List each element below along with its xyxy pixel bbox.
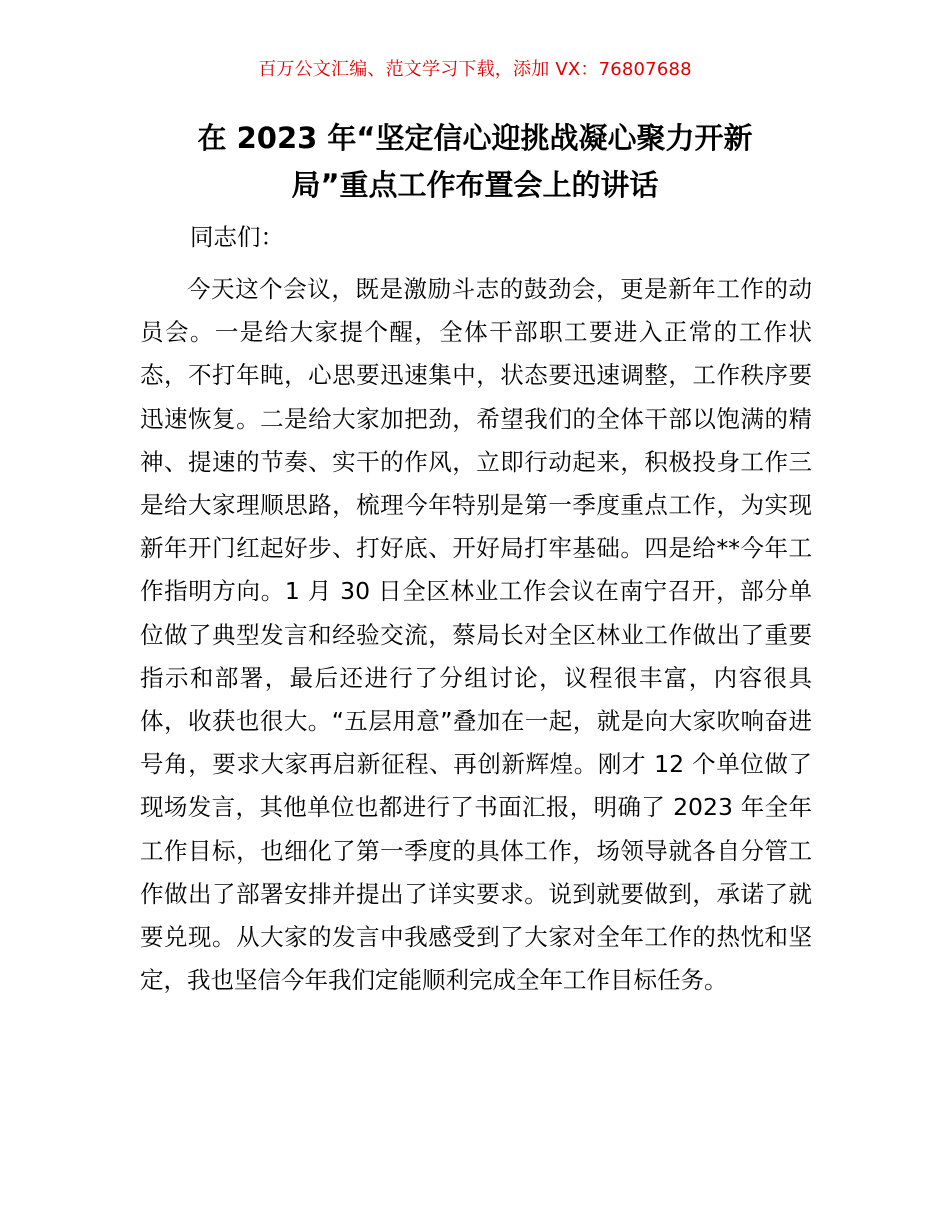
body-paragraph: 今天这个会议，既是激励斗志的鼓劲会，更是新年工作的动员会。一是给大家提个醒，全体干部职工要进入正常的工作状态，不打年盹，心思要迅速集中，状态要迅速调整，工作秩序要迅速恢复。二是给大家加把劲，希望我们的全体干部以饱满的精神、提速的节奏、实干的作风，立即行动起来，积极投身工作三是给大家理顺思路，梳理今年特别是第一季度重点工作，为实现新年开门红起好步、打好底、开好局打牢基础。四是给**今年工作指明方向。1 月 30 日全区林业工作会议在南宁召开，部分单位做了典型发言和经验交流，蔡局长对全区林业工作做出了重要指示和部署，最后还进行了分组讨论，议程很丰富，内容很具体，收获也很大。“五层用意”叠加在一起，就是向大家吹响奋进号角，要求大家再启新征程、再创新辉煌。刚才 12 个单位做了现场发言，其他单位也都进行了书面汇报，明确了 2023 年全年工作目标，也细化了第一季度的具体工作，场领导就各自分管工作做出了部署安排并提出了详实要求。说到就要做到，承诺了就要兑现。从大家的发言中我感受到了大家对全年工作的热忱和坚定，我也坚信今年我们定能顺利完成全年工作目标任务。 <box>140 275 812 995</box>
title-line-1: 在 2023 年“坚定信心迎挑战凝心聚力开新 <box>197 121 753 155</box>
promo-header: 百万公文汇编、范文学习下载，添加 VX：76807688 <box>258 59 692 80</box>
title-line-2: 局”重点工作布置会上的讲话 <box>291 168 659 202</box>
salutation: 同志们： <box>190 223 284 251</box>
document-title <box>140 115 810 209</box>
